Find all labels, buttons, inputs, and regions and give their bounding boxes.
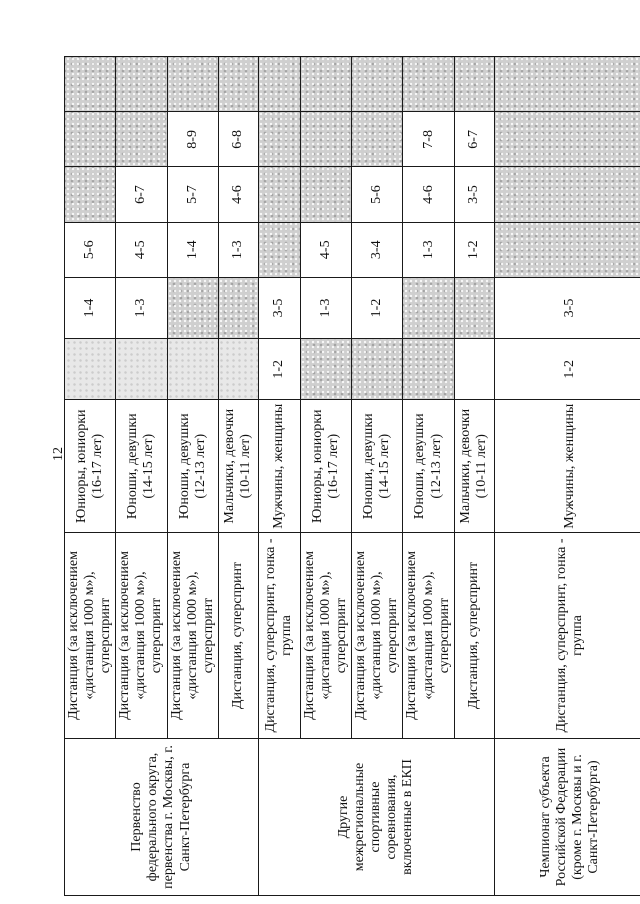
discipline-cell: Дистанция, суперспринт, гонка - группа (258, 532, 300, 738)
value-cell: 6-8 (218, 112, 258, 167)
value-cell: 1-2 (352, 277, 403, 338)
value-cell: 4-5 (116, 222, 167, 277)
value-cell (258, 112, 300, 167)
age-group-cell: Мужчины, женщины (258, 400, 300, 532)
value-cell: 4-5 (300, 222, 351, 277)
discipline-cell: Дистанция (за исключением «дистанция 1000 м»), суперспринт (116, 532, 167, 738)
value-cell: 4-6 (403, 167, 454, 222)
value-cell (65, 112, 116, 167)
discipline-cell: Дистанция, суперспринт (454, 532, 494, 738)
value-cell (167, 57, 218, 112)
value-cell (494, 167, 640, 222)
value-cell (352, 339, 403, 400)
age-group-cell: Юниоры, юниорки (16-17 лет) (65, 400, 116, 532)
age-group-cell: Мальчики, девочки (10-11 лет) (218, 400, 258, 532)
age-group-cell: Мальчики, девочки (10-11 лет) (454, 400, 494, 532)
value-cell: 1-2 (454, 222, 494, 277)
rotated-table-wrapper (64, 56, 612, 896)
value-cell (403, 57, 454, 112)
value-cell (494, 112, 640, 167)
discipline-cell: Дистанция (за исключением «дистанция 1000 м»), суперспринт (167, 532, 218, 738)
value-cell (494, 222, 640, 277)
value-cell (218, 57, 258, 112)
value-cell (167, 277, 218, 338)
value-cell (352, 57, 403, 112)
discipline-cell: Дистанция (за исключением «дистанция 1000 м»), суперспринт (352, 532, 403, 738)
value-cell (258, 222, 300, 277)
discipline-cell: Дистанция, суперспринт, гонка - группа (494, 532, 640, 738)
value-cell: 1-4 (167, 222, 218, 277)
value-cell (65, 57, 116, 112)
page-number: 12 (51, 447, 66, 461)
competition-name-cell: Первенство федерального округа, первенства г. Москвы, г. Санкт-Петербурга (65, 739, 259, 896)
value-cell: 3-5 (258, 277, 300, 338)
value-cell: 1-2 (258, 339, 300, 400)
value-cell: 1-2 (494, 339, 640, 400)
value-cell: 1-3 (218, 222, 258, 277)
value-cell: 3-5 (494, 277, 640, 338)
value-cell (403, 277, 454, 338)
value-cell (454, 57, 494, 112)
value-cell (258, 167, 300, 222)
value-cell: 5-6 (352, 167, 403, 222)
value-cell (454, 339, 494, 400)
table-row (65, 57, 116, 896)
value-cell (403, 339, 454, 400)
value-cell (454, 277, 494, 338)
value-cell (167, 339, 218, 400)
value-cell: 6-7 (116, 167, 167, 222)
discipline-cell: Дистанция (за исключением «дистанция 1000 м»), суперспринт (403, 532, 454, 738)
age-group-cell: Юноши, девушки (12-13 лет) (403, 400, 454, 532)
value-cell (258, 57, 300, 112)
value-cell: 3-5 (454, 167, 494, 222)
value-cell: 8-9 (167, 112, 218, 167)
table-row (494, 57, 640, 896)
value-cell (65, 167, 116, 222)
discipline-cell: Дистанция (за исключением «дистанция 1000 м»), суперспринт (300, 532, 351, 738)
value-cell (218, 277, 258, 338)
value-cell (494, 57, 640, 112)
age-group-cell: Юноши, девушки (12-13 лет) (167, 400, 218, 532)
competition-name-cell: Другие межрегиональные спортивные соревнования, включенные в ЕКП (258, 739, 494, 896)
table-row (258, 57, 300, 896)
discipline-cell: Дистанция (за исключением «дистанция 1000 м»), суперспринт (65, 532, 116, 738)
discipline-cell: Дистанция, суперспринт (218, 532, 258, 738)
value-cell: 5-7 (167, 167, 218, 222)
value-cell (65, 339, 116, 400)
value-cell: 3-4 (352, 222, 403, 277)
value-cell (300, 167, 351, 222)
age-group-cell: Юноши, девушки (14-15 лет) (352, 400, 403, 532)
competition-name-cell: Чемпионат субъекта Российской Федерации (кроме г. Москвы и г. Санкт-Петербурга) (494, 739, 640, 896)
age-group-cell: Юниоры, юниорки (16-17 лет) (300, 400, 351, 532)
value-cell: 1-3 (300, 277, 351, 338)
value-cell: 1-3 (116, 277, 167, 338)
value-cell (218, 339, 258, 400)
value-cell: 5-6 (65, 222, 116, 277)
value-cell (300, 57, 351, 112)
value-cell (116, 57, 167, 112)
value-cell (300, 112, 351, 167)
age-group-cell: Мужчины, женщины (494, 400, 640, 532)
value-cell (116, 339, 167, 400)
value-cell (352, 112, 403, 167)
ranking-table (64, 56, 640, 896)
value-cell: 6-7 (454, 112, 494, 167)
value-cell: 7-8 (403, 112, 454, 167)
value-cell: 1-4 (65, 277, 116, 338)
value-cell: 1-3 (403, 222, 454, 277)
value-cell (116, 112, 167, 167)
age-group-cell: Юноши, девушки (14-15 лет) (116, 400, 167, 532)
value-cell (300, 339, 351, 400)
value-cell: 4-6 (218, 167, 258, 222)
